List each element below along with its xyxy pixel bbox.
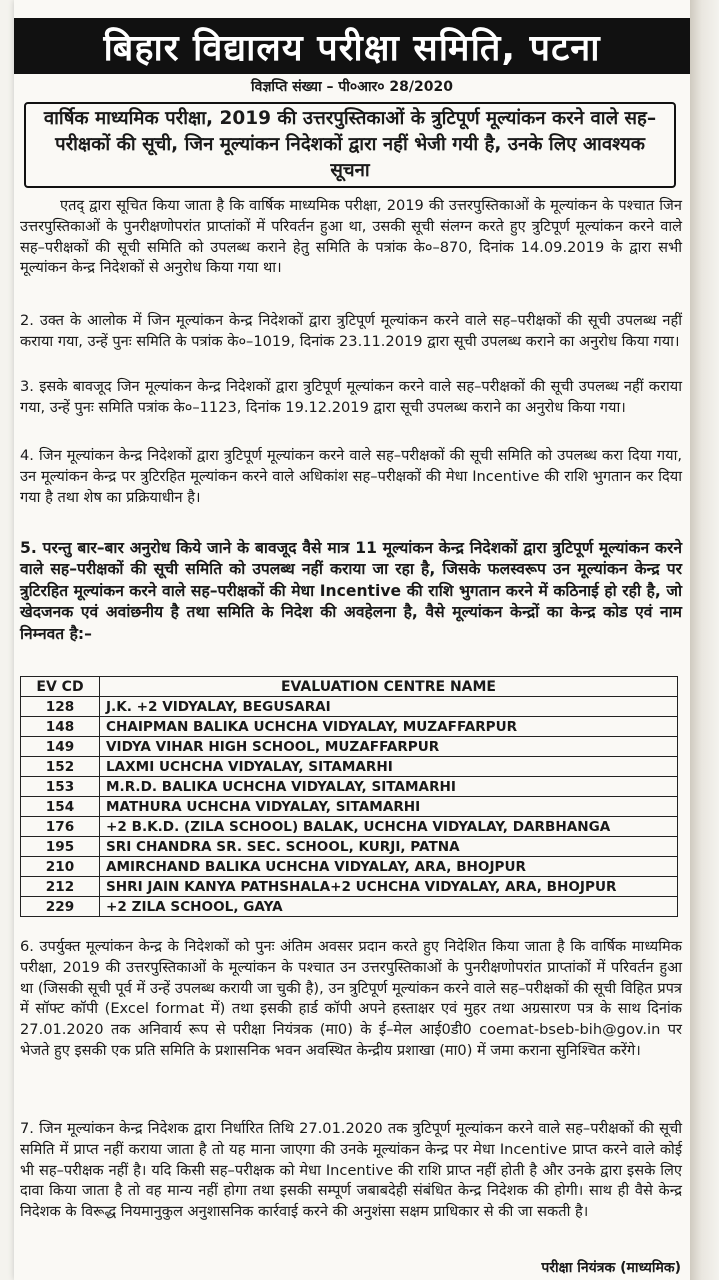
header-centre-name: EVALUATION CENTRE NAME xyxy=(100,677,678,697)
table-row xyxy=(21,857,678,877)
centre-name: LAXMI UCHCHA VIDYALAY, SITAMARHI xyxy=(100,757,678,777)
table-row xyxy=(21,757,678,777)
centre-code: 149 xyxy=(21,737,100,757)
paragraph-6: 6. उपर्युक्त मूल्यांकन केन्द्र के निदेशकों को पुनः अंतिम अवसर प्रदान करते हुए निदेशित किया जाता है कि वार्षिक माध्यमिक परीक्षा, 2019 की उत्तरपुस्तिकाओं के मूल्यांकन के पश्चात उन उत्तरपुस्तिकाओं के पुनरीक्षणोपरांत प्राप्तांकों में परिवर्तन हुआ था (जिसकी सूची पूर्व में उन्हें उपलब्ध करायी जा चुकी है), उन त्रुटिपूर्ण मूल्यांकन करने वाले सह–परीक्षकों की सूची विहित प्रपत्र में सॉफ्ट कॉपी (Excel format में) तथा इसकी हार्ड कॉपी अपने हस्ताक्षर एवं मुहर तथा अग्रसारण पत्र के साथ दिनांक 27.01.2020 तक अनिवार्य रूप से परीक्षा नियंत्रक (मा0) के ई–मेल आई0डी0 coemat-bseb-bih@gov.in पर भेजते हुए इसकी एक प्रति समिति के प्रशासनिक भवन अवस्थित केन्द्रीय प्रशाखा (मा0) में जमा कराना सुनिश्चित करेंगे। xyxy=(20,938,682,1059)
page-edge xyxy=(690,0,719,1280)
masthead-title: बिहार विद्यालय परीक्षा समिति, पटना xyxy=(14,18,690,74)
centre-code: 229 xyxy=(21,897,100,917)
centre-code: 195 xyxy=(21,837,100,857)
centre-name: J.K. +2 VIDYALAY, BEGUSARAI xyxy=(100,697,678,717)
table-row xyxy=(21,717,678,737)
centre-name: M.R.D. BALIKA UCHCHA VIDYALAY, SITAMARHI xyxy=(100,777,678,797)
paragraph-3: 3. इसके बावजूद जिन मूल्यांकन केन्द्र निदेशकों द्वारा त्रुटिपूर्ण मूल्यांकन करने वाले सह–परीक्षकों की सूची उपलब्ध नहीं कराया गया, उन्हें पुनः समिति पत्रांक के०–1123, दिनांक 19.12.2019 द्वारा सूची उपलब्ध कराने का अनुरोध किया गया। xyxy=(20,378,682,416)
paragraph-7: 7. जिन मूल्यांकन केन्द्र निदेशक द्वारा निर्धारित तिथि 27.01.2020 तक त्रुटिपूर्ण मूल्यांकन करने वाले सह–परीक्षकों की सूची समिति में प्राप्त नहीं कराया जाता है तो यह माना जाएगा की उनके मूल्यांकन केन्द्र पर मेधा Incentive प्राप्त करने वाले कोई भी सह–परीक्षक नहीं है। यदि किसी सह–परीक्षक को मेधा Incentive की राशि प्राप्त नहीं होती है और उनके द्वारा इसके लिए दावा किया जाता है तो वह मान्य नहीं होगा तथा इसकी सम्पूर्ण जबाबदेही संबंधित केन्द्र निदेशक की होगी। साथ ही वैसे केन्द्र निदेशक के विरूद्ध नियमानुकुल अनुशासनिक कार्रवाई करने की अनुशंसा सक्षम प्राधिकार से की जा सकती है। xyxy=(20,1120,682,1221)
centre-name: CHAIPMAN BALIKA UCHCHA VIDYALAY, MUZAFFARPUR xyxy=(100,717,678,737)
centre-code: 210 xyxy=(21,857,100,877)
header-ev-cd: EV CD xyxy=(21,677,100,697)
centre-name: +2 ZILA SCHOOL, GAYA xyxy=(100,897,678,917)
centre-code: 154 xyxy=(21,797,100,817)
table-row xyxy=(21,897,678,917)
centre-code: 148 xyxy=(21,717,100,737)
paragraph-2: 2. उक्त के आलोक में जिन मूल्यांकन केन्द्र निदेशकों द्वारा त्रुटिपूर्ण मूल्यांकन करने वाले सह–परीक्षकों की सूची उपलब्ध नहीं कराया गया, उन्हें पुनः समिति के पत्रांक के०–1019, दिनांक 23.11.2019 द्वारा सूची उपलब्ध कराने का अनुरोध किया गया। xyxy=(20,312,682,350)
table-row xyxy=(21,837,678,857)
table-header-row xyxy=(21,677,678,697)
centre-name: SRI CHANDRA SR. SEC. SCHOOL, KURJI, PATNA xyxy=(100,837,678,857)
centre-name: MATHURA UCHCHA VIDYALAY, SITAMARHI xyxy=(100,797,678,817)
table-row xyxy=(21,797,678,817)
centre-code: 128 xyxy=(21,697,100,717)
centre-name: AMIRCHAND BALIKA UCHCHA VIDYALAY, ARA, BHOJPUR xyxy=(100,857,678,877)
centre-code: 153 xyxy=(21,777,100,797)
table-row xyxy=(21,737,678,757)
centre-name: VIDYA VIHAR HIGH SCHOOL, MUZAFFARPUR xyxy=(100,737,678,757)
paragraph-1: एतद् द्वारा सूचित किया जाता है कि वार्षिक माध्यमिक परीक्षा, 2019 की उत्तरपुस्तिकाओं के मूल्यांकन के पश्चात जिन उत्तरपुस्तिकाओं के पुनरीक्षणोपरांत प्राप्तांकों में परिवर्तन हुआ था, उसकी सूची संलग्न करते हुए त्रुटिपूर्ण मूल्यांकन करने वाले सह–परीक्षकों की सूची समिति को उपलब्ध कराने हेतु समिति के पत्रांक के०–870, दिनांक 14.09.2019 के द्वारा सभी मूल्यांकन केन्द्र निदेशकों से अनुरोध किया गया था। xyxy=(20,197,682,277)
centre-code: 152 xyxy=(21,757,100,777)
centre-code: 212 xyxy=(21,877,100,897)
notice-number: विज्ञप्ति संख्या – पी०आर० 28/2020 xyxy=(251,79,453,95)
subject-box xyxy=(24,102,676,188)
evaluation-centre-table xyxy=(20,676,678,917)
paragraph-5: 5. परन्तु बार–बार अनुरोध किये जाने के बावजूद वैसे मात्र 11 मूल्यांकन केन्द्र निदेशकों द्वारा त्रुटिपूर्ण मूल्यांकन करने वाले सह–परीक्षकों की सूची समिति को उपलब्ध नहीं कराया जा रहा है, जिसके फलस्वरूप उन मूल्यांकन केन्द्र पर त्रुटिरहित मूल्यांकन करने वाले सह–परीक्षकों की मेधा Incentive की राशि भुगतान करने में कठिनाई हो रही है, जो खेदजनक एवं अवांछनीय है तथा समिति के निदेश की अवहेलना है, वैसे मूल्यांकन केन्द्रों का केन्द्र कोड एवं नाम निम्नवत है:– xyxy=(20,539,682,643)
centre-name: +2 B.K.D. (ZILA SCHOOL) BALAK, UCHCHA VIDYALAY, DARBHANGA xyxy=(100,817,678,837)
subject-text: वार्षिक माध्यमिक परीक्षा, 2019 की उत्तरपुस्तिकाओं के त्रुटिपूर्ण मूल्यांकन करने वाले सह–परीक्षकों की सूची, जिन मूल्यांकन निदेशकों द्वारा नहीं भेजी गयी है, उनके लिए आवश्यक सूचना xyxy=(43,108,657,181)
table-row xyxy=(21,697,678,717)
centre-name: SHRI JAIN KANYA PATHSHALA+2 UCHCHA VIDYALAY, ARA, BHOJPUR xyxy=(100,877,678,897)
table-row xyxy=(21,777,678,797)
signoff: परीक्षा नियंत्रक (माध्यमिक) xyxy=(533,1258,681,1277)
centre-code: 176 xyxy=(21,817,100,837)
paragraph-4: 4. जिन मूल्यांकन केन्द्र निदेशकों द्वारा त्रुटिपूर्ण मूल्यांकन करने वाले सह–परीक्षकों की सूची समिति को उपलब्ध करा दिया गया, उन मूल्यांकन केन्द्र पर त्रुटिरहित मूल्यांकन करने वाले अधिकांश सह–परीक्षकों की मेधा Incentive की राशि भुगतान कर दिया गया है तथा शेष का प्रक्रियाधीन है। xyxy=(20,447,682,506)
table-row xyxy=(21,817,678,837)
table-row xyxy=(21,877,678,897)
